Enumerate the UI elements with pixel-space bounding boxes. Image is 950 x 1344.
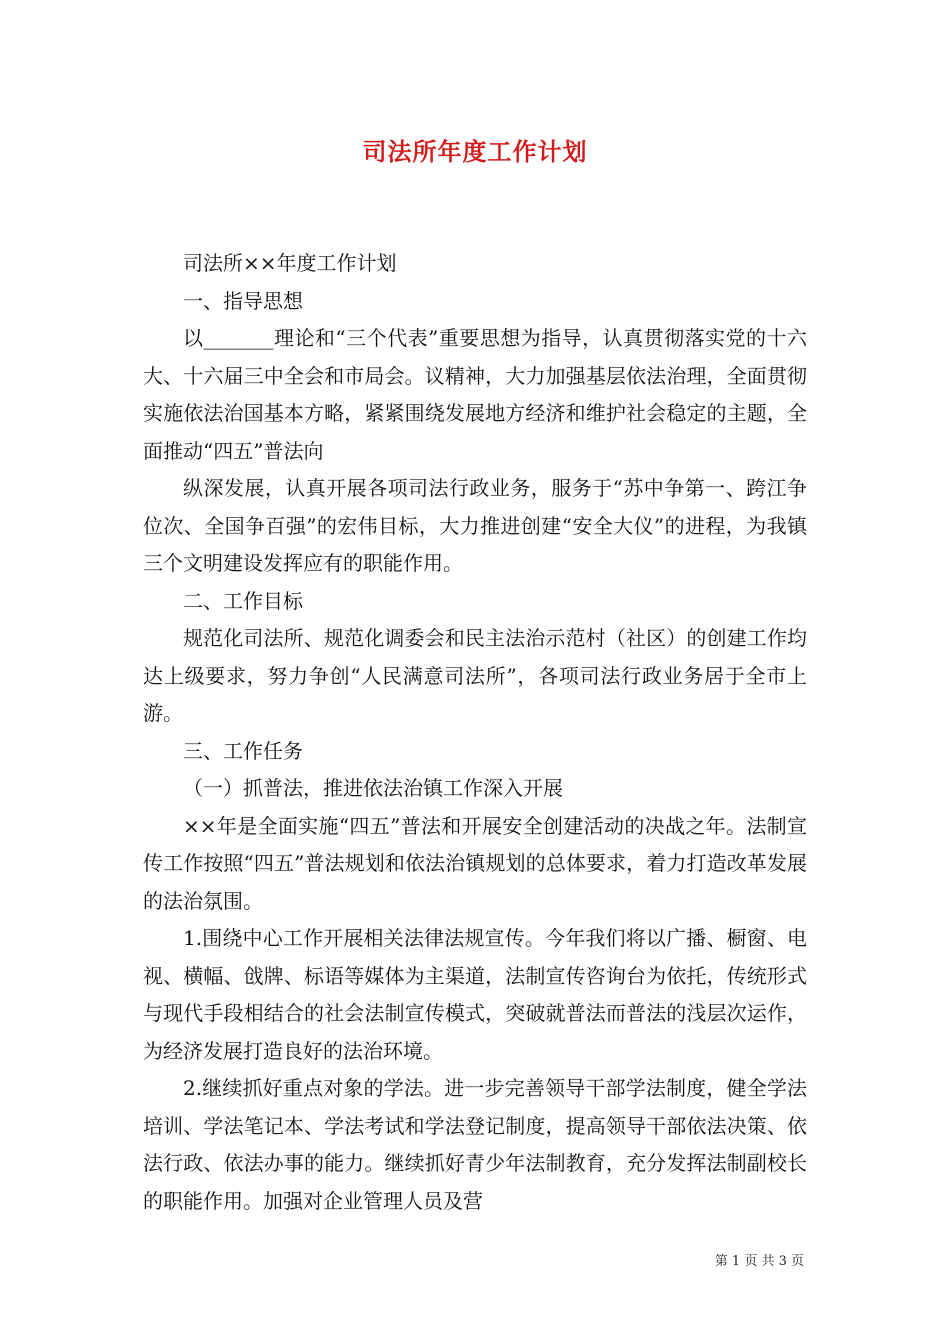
section-heading-work-tasks: 三、工作任务 <box>183 738 303 763</box>
page-footer: 第 1 页 共 3 页 <box>714 1254 804 1269</box>
paragraph-item-1: 1.围绕中心工作开展相关法律法规宣传。今年我们将以广播、橱窗、电视、横幅、戗牌、标语等媒体为主渠道，法制宣传咨询台为依托，传统形式与现代手段相结合的社会法制宣传模式，突破就普法而普法的浅层次运作，为经济发展打造良好的法治环境。 <box>143 926 807 1063</box>
subsection-heading-legal-education: （一）抓普法，推进依法治镇工作深入开展 <box>183 776 563 800</box>
paragraph-guiding-thought-continued: 纵深发展，认真开展各项司法行政业务，服务于“苏中争第一、跨江争位次、全国争百强”的宏伟目标，大力推进创建“安全大仪”的进程，为我镇三个文明建设发挥应有的职能作用。 <box>143 476 807 575</box>
section-heading-work-goals: 二、工作目标 <box>183 588 303 613</box>
paragraph-item-2: 2.继续抓好重点对象的学法。进一步完善领导干部学法制度，健全学法培训、学法笔记本、学法考试和学法登记制度，提高领导干部依法决策、依法行政、依法办事的能力。继续抓好青少年法制教育，充分发挥法制副校长的职能作用。加强对企业管理人员及营 <box>143 1076 807 1213</box>
document-title: 司法所年度工作计划 <box>362 137 588 166</box>
plan-heading: 司法所××年度工作计划 <box>183 251 397 275</box>
document-body <box>143 245 807 1220</box>
section-heading-guiding-thought: 一、指导思想 <box>183 288 303 313</box>
paragraph-work-goals: 规范化司法所、规范化调委会和民主法治示范村（社区）的创建工作均达上级要求，努力争创“人民满意司法所”，各项司法行政业务居于全市上游。 <box>143 626 807 725</box>
paragraph-guiding-thought: 以_______理论和“三个代表”重要思想为指导，认真贯彻落实党的十六大、十六届三中全会和市局会。议精神，大力加强基层依法治理，全面贯彻实施依法治国基本方略，紧紧围绕发展地方经济和维护社会稳定的主题，全面推动“四五”普法向 <box>143 326 807 463</box>
paragraph-legal-education-intro: ××年是全面实施“四五”普法和开展安全创建活动的决战之年。法制宣传工作按照“四五”普法规划和依法治镇规划的总体要求，着力打造改革发展的法治氛围。 <box>143 813 807 913</box>
